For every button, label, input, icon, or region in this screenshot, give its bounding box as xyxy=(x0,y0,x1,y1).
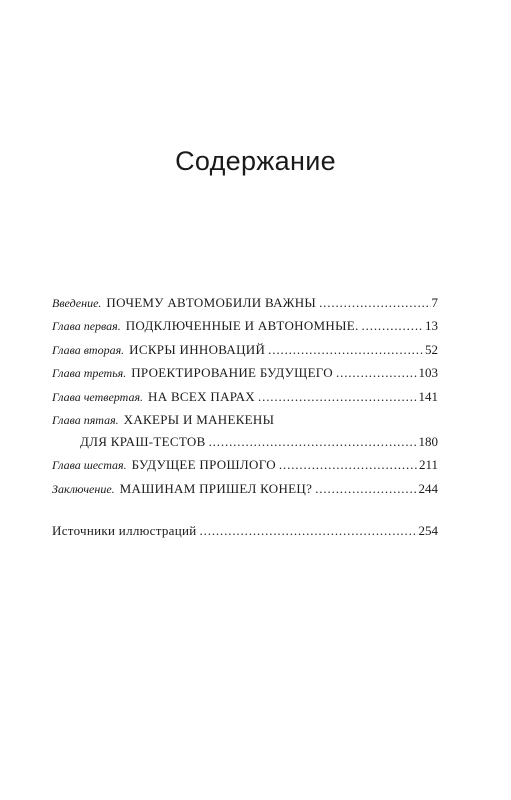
toc-entry-page: 52 xyxy=(425,341,438,357)
toc-entry-chapter-5 xyxy=(52,412,438,434)
toc-entry-label: Глава пятая. xyxy=(52,412,119,427)
toc-entry-title: ПОЧЕМУ АВТОМОБИЛИ ВАЖНЫ xyxy=(106,295,317,310)
page-title: Содержание xyxy=(175,146,336,176)
toc-entry-title-continuation: ДЛЯ КРАШ-ТЕСТОВ xyxy=(80,433,206,449)
toc-entry-page: 180 xyxy=(418,433,438,449)
toc-entry-title: МАШИНАМ ПРИШЕЛ КОНЕЦ? xyxy=(119,480,313,496)
dot-leader xyxy=(209,434,418,450)
toc-entry-page: 254 xyxy=(418,523,438,538)
toc-entry-title: Источники иллюстраций xyxy=(52,523,197,538)
toc-entry-page: 244 xyxy=(418,480,438,496)
dot-leader xyxy=(279,457,418,473)
toc-entry-title: ИСКРЫ ИННОВАЦИЙ xyxy=(129,341,266,357)
dot-leader xyxy=(200,523,418,539)
toc-entry-label: Глава четвертая. xyxy=(52,389,144,404)
toc-entry-introduction xyxy=(52,295,438,318)
toc-entry-label: Заключение. xyxy=(52,481,115,496)
toc-entry-title: ПРОЕКТИРОВАНИЕ БУДУЩЕГО xyxy=(131,365,333,381)
toc-entry-label: Глава шестая. xyxy=(52,458,127,473)
toc-entry-chapter-1 xyxy=(52,318,438,341)
toc-entry-conclusion xyxy=(52,481,438,504)
dot-leader xyxy=(268,342,424,358)
toc-entry-title: БУДУЩЕЕ ПРОШЛОГО xyxy=(131,457,276,473)
toc-entry-page: 141 xyxy=(418,388,438,404)
toc-entry-label: Глава вторая. xyxy=(52,342,125,357)
toc-entry-chapter-4 xyxy=(52,389,438,412)
toc-entry-label: Глава первая. xyxy=(52,319,121,334)
toc-entry-title: НА ВСЕХ ПАРАХ xyxy=(148,388,255,404)
dot-leader xyxy=(319,295,430,311)
dot-leader xyxy=(336,365,418,381)
toc-entry-chapter-5-continuation xyxy=(52,434,438,457)
toc-entry-label: Введение. xyxy=(52,296,102,310)
toc-entry-page: 211 xyxy=(418,457,438,473)
toc-entry-title: ПОДКЛЮЧЕННЫЕ И АВТОНОМНЫЕ. xyxy=(125,318,359,334)
toc-entry-page: 7 xyxy=(431,295,438,310)
toc-entry-chapter-2 xyxy=(52,342,438,365)
toc-entry-page: 13 xyxy=(425,318,438,334)
dot-leader xyxy=(362,318,424,334)
toc-entry-image-sources xyxy=(52,523,438,546)
toc-entry-page: 103 xyxy=(418,365,438,381)
toc-entry-title: ХАКЕРЫ И МАНЕКЕНЫ xyxy=(123,411,275,427)
image-sources-section xyxy=(52,523,438,546)
dot-leader xyxy=(315,481,417,497)
table-of-contents xyxy=(52,295,438,504)
toc-entry-chapter-3 xyxy=(52,365,438,388)
dot-leader xyxy=(258,389,418,405)
toc-entry-chapter-6 xyxy=(52,457,438,480)
toc-entry-label: Глава третья. xyxy=(52,366,127,381)
